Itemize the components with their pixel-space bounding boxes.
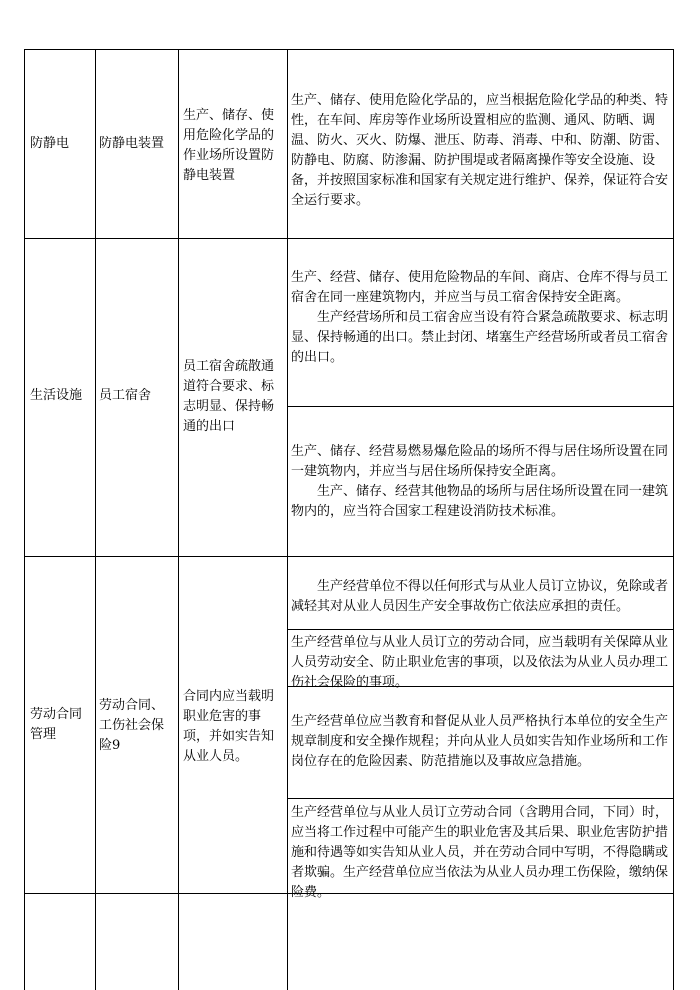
requirement-text: 合同内应当载明职业危害的事项，并如实告知从业人员。 bbox=[183, 689, 275, 764]
requirement-cell bbox=[183, 357, 283, 437]
row-divider bbox=[24, 556, 674, 557]
basis-paragraph: 生产经营单位与从业人员订立的劳动合同，应当载明有关保障从业人员劳动安全、防止职业危害的事项，以及依法为从业人员办理工伤社会保险的事项。 bbox=[291, 635, 669, 690]
basis-cell bbox=[291, 633, 675, 693]
row-divider bbox=[24, 238, 674, 239]
row-divider bbox=[287, 798, 674, 799]
requirement-text: 生产、储存、使用危险化学品的作业场所设置防静电装置 bbox=[183, 108, 275, 183]
basis-paragraph: 生产、储存、使用危险化学品的，应当根据危险化学品的种类、特性，在车间、库房等作业场所设置相应的监测、通风、防晒、调温、防火、灭火、防爆、泄压、防毒、消毒、中和、防潮、防雷、防静电、防腐、防渗漏、防护围堤或者隔离操作等安全设施、设备，并按照国家标准和国家有关规定进行维护、保养，保证符合安全运行要求。 bbox=[291, 93, 669, 208]
basis-paragraph: 生产经营场所和员工宿舍应当设有符合紧急疏散要求、标志明显、保持畅通的出口。禁止封闭、堵塞生产经营场所或者员工宿舍的出口。 bbox=[291, 310, 669, 365]
basis-paragraph: 生产、经营、储存、使用危险物品的车间、商店、仓库不得与员工宿舍在同一座建筑物内，并应当与员工宿舍保持安全距离。 bbox=[291, 270, 669, 305]
item-text: 劳动合同、工伤社会保险9 bbox=[99, 698, 165, 753]
basis-paragraph: 生产、储存、经营易燃易爆危险品的场所不得与居住场所设置在同一建筑物内，并应当与居住场所保持安全距离。 bbox=[291, 444, 669, 479]
basis-paragraph: 生产经营单位不得以任何形式与从业人员订立协议，免除或者减轻其对从业人员因生产安全事故伤亡依法应承担的责任。 bbox=[291, 579, 669, 614]
column-divider bbox=[95, 49, 96, 990]
basis-paragraph: 生产经营单位与从业人员订立劳动合同（含聘用合同，下同）时，应当将工作过程中可能产生的职业危害及其后果、职业危害防护措施和待遇等如实告知从业人员，并在劳动合同中写明，不得隐瞒或者欺骗。生产经营单位应当依法为从业人员办理工伤保险，缴纳保险费。 bbox=[291, 805, 669, 900]
basis-cell bbox=[291, 91, 675, 211]
category-text: 防静电 bbox=[30, 136, 70, 151]
basis-paragraph: 生产、储存、经营其他物品的场所与居住场所设置在同一建筑物内的，应当符合国家工程建设消防技术标准。 bbox=[291, 484, 669, 519]
category-text: 劳动合同管理 bbox=[30, 707, 83, 742]
basis-paragraph: 生产经营单位应当教育和督促从业人员严格执行本单位的安全生产规章制度和安全操作规程；并向从业人员如实告知作业场所和工作岗位存在的危险因素、防范措施以及事故应急措施。 bbox=[291, 714, 669, 769]
column-divider bbox=[287, 49, 288, 990]
item-cell bbox=[99, 134, 175, 154]
row-divider bbox=[287, 406, 674, 407]
basis-cell bbox=[291, 803, 675, 903]
basis-cell bbox=[291, 712, 675, 772]
item-text: 防静电装置 bbox=[99, 136, 165, 151]
basis-cell bbox=[291, 268, 675, 368]
item-cell bbox=[99, 696, 175, 756]
category-cell bbox=[30, 134, 92, 154]
requirement-cell bbox=[183, 687, 283, 767]
basis-cell bbox=[291, 577, 675, 617]
item-cell bbox=[99, 386, 175, 406]
requirement-cell bbox=[183, 106, 283, 186]
category-cell bbox=[30, 705, 92, 745]
row-divider bbox=[24, 49, 674, 50]
basis-cell bbox=[291, 442, 675, 522]
column-divider bbox=[24, 49, 25, 990]
category-cell bbox=[30, 386, 92, 406]
item-text: 员工宿舍 bbox=[99, 388, 152, 403]
requirement-text: 员工宿舍疏散通道符合要求、标志明显、保持畅通的出口 bbox=[183, 359, 275, 434]
category-text: 生活设施 bbox=[30, 388, 83, 403]
column-divider bbox=[178, 49, 179, 990]
row-divider bbox=[287, 629, 674, 630]
